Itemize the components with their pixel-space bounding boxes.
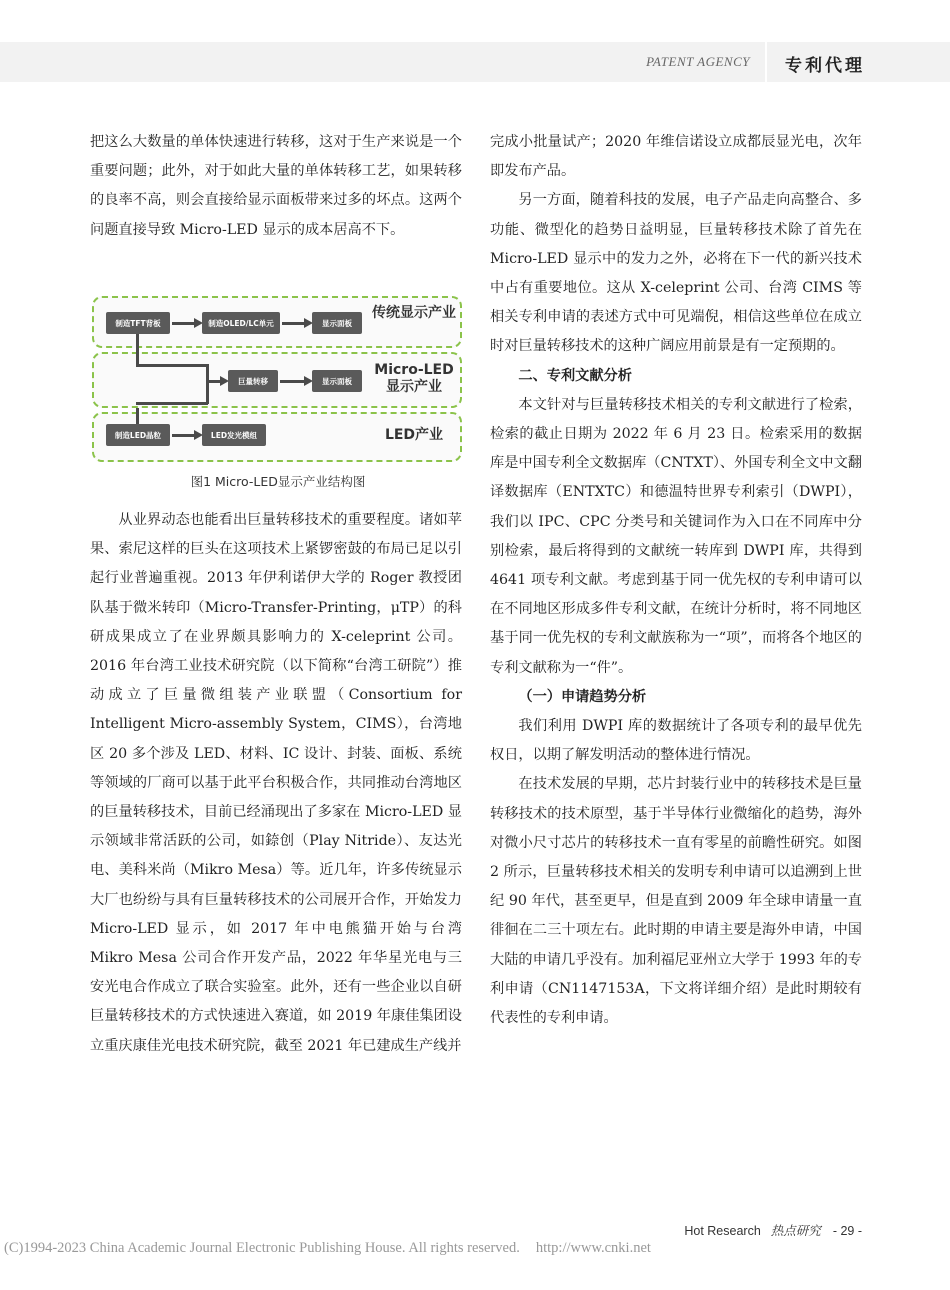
- connector-vertical: [206, 364, 209, 404]
- right-paragraph-1: 完成小批量试产；2020 年维信诺设立成都辰显光电，次年即发布产品。: [490, 134, 862, 180]
- arrow-tft-to-oled: [172, 322, 194, 325]
- label-micro-led-line1: Micro-LED: [374, 362, 454, 378]
- right-column: [490, 128, 862, 1033]
- header-divider: [765, 42, 767, 82]
- connector-tft-down: [136, 334, 139, 366]
- left-paragraph-2: 从业界动态也能看出巨量转移技术的重要程度。诸如苹果、索尼这样的巨头在这项技术上紧锣密鼓的布局已足以引起行业普遍重视。2013 年伊利诺伊大学的 Roger 教授团队基于微米转印（Micro-Transfer-Printing，μTP）的科研成果成立了在业界颇具影响力的 X-celeprint 公司。2016 年台湾工业技术研究院（以下简称“台湾工研院”）推动成立了巨量微组装产业联盟（Consortium for Intelligent Micro-assembly System，CIMS），台湾地区 20 多个涉及 LED、材料、IC 设计、封装、面板、系统等领域的厂商可以基于此平台积极合作，共同推动台湾地区的巨量转移技术，目前已经涌现出了多家在 Micro-LED 显示领域非常活跃的公司，如錼创（Play Nitride）、友达光电、美科米尚（Mikro Mesa）等。近几年，许多传统显示大厂也纷纷与具有巨量转移技术的公司展开合作，开始发力 Micro-LED 显示，如 2017 年中电熊猫开始与台湾 Mikro Mesa 公司合作开发产品，2022 年华星光电与三安光电合作成立了联合实验室。此外，还有一些企业以自研巨量转移技术的方式快速进入赛道，如 2019 年康佳集团设立重庆康佳光电技术研究院，截至 2021 年已建成生产线并: [90, 512, 462, 1054]
- footer-chinese: 热点研究: [770, 1223, 821, 1238]
- figure-1-caption: 图1 Micro-LED显示产业结构图: [190, 474, 366, 489]
- box-oled-lc-unit: 制造OLED/LC单元: [202, 312, 280, 334]
- copyright-text: (C)1994-2023 China Academic Journal Electronic Publishing House. All rights reserved.: [4, 1240, 520, 1256]
- label-micro-led-line2: 显示产业: [386, 379, 442, 395]
- box-tft-backplane: 制造TFT背板: [106, 312, 170, 334]
- right-paragraph-5: 在技术发展的早期，芯片封装行业中的转移技术是巨量转移技术的技术原型，基于半导体行业微缩化的趋势，海外对微小尺寸芯片的转移技术一直有零星的前瞻性研究。如图 2 所示，巨量转移技术相关的发明专利申请可以追溯到上世纪 90 年代，甚至更早，但是直到 2009 年全球申请量一直徘徊在二三十项左右。此时期的申请主要是海外申请，中国大陆的申请几乎没有。加利福尼亚州立大学于 1993 年的专利申请（CN1147153A，下文将详细介绍）是此时期较有代表性的专利申请。: [490, 776, 862, 1027]
- connector-led-horizontal: [136, 402, 208, 405]
- box-led-chip: 制造LED晶粒: [106, 424, 170, 446]
- label-traditional-display: 传统显示产业: [372, 305, 456, 321]
- box-display-panel-2: 显示面板: [312, 370, 362, 392]
- box-display-panel-1: 显示面板: [312, 312, 362, 334]
- header-english-label: PATENT AGENCY: [646, 54, 750, 69]
- page-number: - 29 -: [832, 1224, 862, 1238]
- section-heading-2: 二、专利文献分析: [518, 367, 632, 384]
- subsection-heading-1: （一）申请趋势分析: [518, 688, 647, 705]
- right-paragraph-3: 本文针对与巨量转移技术相关的专利文献进行了检索，检索的截止日期为 2022 年 6 月 23 日。检索采用的数据库是中国专利全文数据库（CNTXT）、外国专利全文中文翻译数据库（ENTXTC）和德温特世界专利索引（DWPI），我们以 IPC、CPC 分类号和关键词作为入口在不同库中分别检索，最后将得到的文献统一转库到 DWPI 库，共得到 4641 项专利文献。考虑到基于同一优先权的专利申请可以在不同地区形成多件专利文献，在统计分析时，将不同地区基于同一优先权的专利文献族称为一“项”，而将各个地区的专利文献称为一“件”。: [490, 396, 862, 676]
- right-paragraph-4: 我们利用 DWPI 库的数据统计了各项专利的最早优先权日，以期了解发明活动的整体进行情况。: [490, 718, 862, 764]
- arrow-chip-to-module: [172, 434, 194, 437]
- header-chinese-label: 专利代理: [785, 56, 865, 76]
- right-paragraph-2: 另一方面，随着科技的发展，电子产品走向高整合、多功能、微型化的趋势日益明显，巨量转移技术除了首先在 Micro-LED 显示中的发力之外，必将在下一代的新兴技术中占有重要地位。这从 X-celeprint 公司、台湾 CIMS 等相关专利申请的表述方式中可见端倪，相信这些单位在成立时对巨量转移技术的这种广阔应用前景是有一定预期的。: [490, 192, 862, 355]
- running-footer: [684, 1221, 862, 1239]
- left-column: [90, 128, 462, 245]
- label-led-industry: LED产业: [384, 427, 444, 443]
- copyright-line: [4, 1240, 651, 1257]
- arrow-to-transfer: [206, 380, 220, 383]
- figure-1: [92, 296, 464, 466]
- cnki-url: http://www.cnki.net: [535, 1240, 651, 1256]
- connector-tft-horizontal: [136, 364, 208, 367]
- arrow-transfer-to-panel: [280, 380, 304, 383]
- box-mass-transfer: 巨量转移: [228, 370, 278, 392]
- box-led-module: LED发光模组: [202, 424, 266, 446]
- left-paragraph-1: 把这么大数量的单体快速进行转移，这对于生产来说是一个重要问题；此外，对于如此大量的单体转移工艺，如果转移的良率不高，则会直接给显示面板带来过多的坏点。这两个问题直接导致 Micro-LED 显示的成本居高不下。: [90, 134, 462, 238]
- left-column-continued: [90, 506, 462, 1061]
- footer-english: Hot Research: [684, 1224, 761, 1238]
- arrow-oled-to-panel: [282, 322, 304, 325]
